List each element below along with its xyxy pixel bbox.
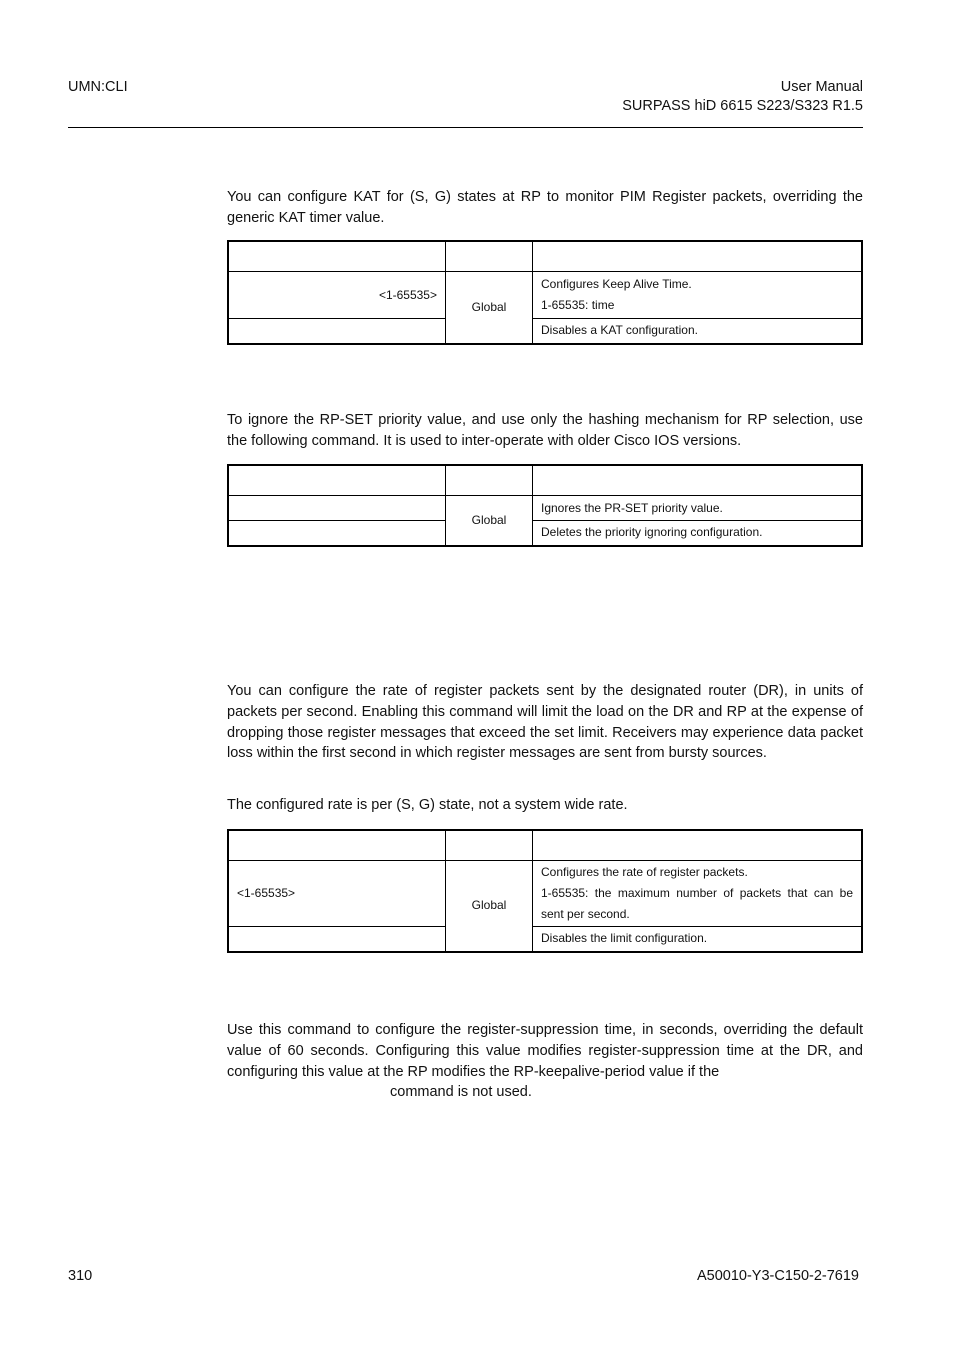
kat-command-table	[227, 240, 863, 345]
section3-note: The configured rate is per (S, G) state, not a system wide rate.	[227, 797, 628, 813]
table-row	[228, 496, 862, 521]
section1-paragraph: You can configure KAT for (S, G) states at RP to monitor PIM Register packets, overriding the generic KAT timer value.	[227, 189, 863, 226]
description-cell: Disables a KAT configuration.	[533, 319, 863, 344]
header-title: User Manual	[780, 79, 863, 95]
section4-paragraph-tail: command is not used.	[390, 1084, 532, 1100]
table-header-row	[228, 465, 862, 496]
description-cell: Deletes the priority ignoring configuration.	[533, 521, 863, 546]
section3-paragraph: You can configure the rate of register packets sent by the designated router (DR), in units of packets per second. Enabling this command will limit the load on the DR and RP at the expense of dropping those register messages that exceed the set limit. Receivers may experience data packet loss within the first second in which register messages are sent from bursty sources.	[227, 683, 863, 762]
command-cell	[228, 521, 446, 546]
section4-paragraph: Use this command to configure the register-suppression time, in seconds, overriding the default value of 60 seconds. Configuring this value modifies register-suppression time at the DR, and configuring this value at the RP modifies the RP-keepalive-period value if the	[227, 1022, 863, 1080]
header-subtitle: SURPASS hiD 6615 S223/S323 R1.5	[622, 98, 863, 114]
description-line: 1-65535: time	[541, 298, 615, 312]
mode-cell: Global	[446, 272, 533, 344]
header-left: UMN:CLI	[68, 79, 128, 95]
command-cell	[228, 496, 446, 521]
command-cell: <1-65535>	[228, 861, 446, 927]
table-header-row	[228, 241, 862, 272]
description-line: 1-65535: the maximum number of packets that can be sent per second.	[541, 886, 853, 921]
header-description	[533, 465, 863, 496]
command-cell	[228, 927, 446, 952]
mode-cell: Global	[446, 861, 533, 952]
table-row	[228, 319, 862, 344]
page-number: 310	[68, 1268, 93, 1284]
ignore-priority-table	[227, 464, 863, 547]
header-command	[228, 830, 446, 861]
table-row	[228, 861, 862, 927]
description-cell	[533, 272, 863, 319]
description-line: Configures the rate of register packets.	[541, 865, 748, 880]
table-header-row	[228, 830, 862, 861]
section2-paragraph: To ignore the RP-SET priority value, and use only the hashing mechanism for RP selection, use the following command. It is used to inter-operate with older Cisco IOS versions.	[227, 412, 863, 449]
header-description	[533, 830, 863, 861]
header-command	[228, 465, 446, 496]
command-cell: <1-65535>	[228, 272, 446, 319]
command-cell	[228, 319, 446, 344]
description-line: Configures Keep Alive Time.	[541, 277, 692, 292]
header-description	[533, 241, 863, 272]
register-rate-table	[227, 829, 863, 953]
table-row	[228, 927, 862, 952]
header-mode	[446, 465, 533, 496]
description-cell	[533, 861, 863, 927]
description-cell: Disables the limit configuration.	[533, 927, 863, 952]
header-rule	[68, 127, 863, 128]
table-row	[228, 272, 862, 319]
document-id: A50010-Y3-C150-2-7619	[696, 1268, 859, 1284]
mode-cell: Global	[446, 496, 533, 546]
description-cell: Ignores the PR-SET priority value.	[533, 496, 863, 521]
header-mode	[446, 830, 533, 861]
header-right	[622, 78, 863, 116]
table-row	[228, 521, 862, 546]
header-command	[228, 241, 446, 272]
header-mode	[446, 241, 533, 272]
